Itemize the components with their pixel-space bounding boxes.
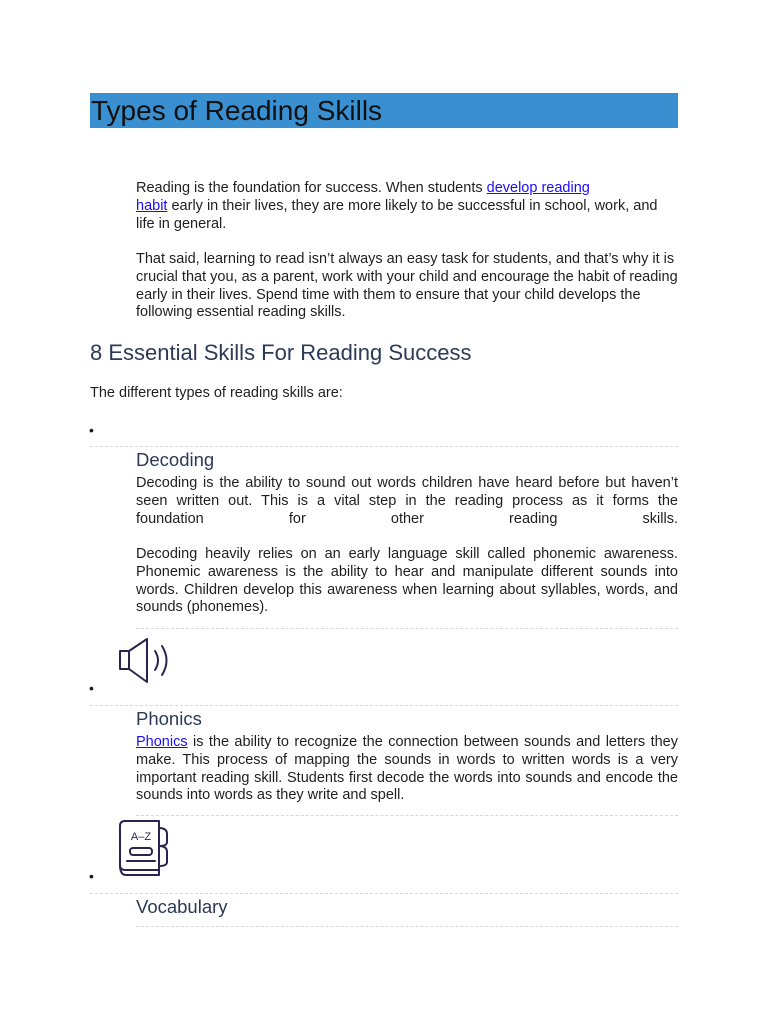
decoding-line-1: Decoding is the ability to sound out words children have heard before but haven’t	[136, 475, 678, 491]
decoding-line-2: seen written out. This is a vital step in the reading process as it forms the	[136, 492, 678, 509]
decoding-line-3: foundation for other reading skills.	[136, 510, 678, 527]
divider	[136, 815, 678, 816]
decoding-paragraph-2: Decoding heavily relies on an early language skill called phonemic awareness. Phonemic awareness is the ability to hear and manipulate different sounds into words. Children develop this awareness when learning about syllables, words, and sounds (phonemes).	[136, 546, 678, 616]
divider	[136, 628, 678, 629]
page-title: Types of Reading Skills	[91, 95, 383, 126]
divider	[90, 705, 678, 706]
section-heading: 8 Essential Skills For Reading Success	[90, 340, 472, 365]
bullet-phonics: •	[89, 680, 94, 696]
phonics-paragraph	[136, 734, 678, 805]
second-paragraph: That said, learning to read isn’t always an easy task for students, and that’s why it is crucial that you, as a parent, work with your child and encourage the habit of reading early in their lives. Spend time with them to ensure that your child develops the following essential reading skills.	[136, 251, 678, 321]
phonics-heading: Phonics	[136, 708, 202, 729]
divider	[90, 446, 678, 447]
link-text-part1: develop reading	[486, 180, 590, 196]
bullet-decoding: •	[89, 422, 94, 438]
intro-text-end: early in their lives, they are more likely to be successful in school, work, and life in general.	[136, 197, 658, 232]
speaker-icon	[117, 636, 173, 686]
intro-text-start: Reading is the foundation for success. When students	[136, 180, 487, 196]
page-title-bar	[90, 93, 678, 128]
link-text-part2: habit	[136, 197, 168, 214]
decoding-paragraph-1	[136, 475, 678, 528]
phonics-link[interactable]: Phonics	[136, 734, 188, 750]
divider	[136, 926, 678, 927]
section-intro: The different types of reading skills are:	[90, 385, 343, 401]
decoding-heading: Decoding	[136, 449, 215, 470]
bullet-vocabulary: •	[89, 868, 94, 884]
vocabulary-heading: Vocabulary	[136, 896, 228, 917]
divider	[90, 893, 678, 894]
phonics-paragraph-text: is the ability to recognize the connection between sounds and letters they make. This process of mapping the sounds in words to written words is a very important reading skill. Students first decode the words into sounds and encode the sounds into words as they write and spell.	[136, 734, 678, 804]
dictionary-icon	[117, 818, 171, 878]
intro-paragraph	[136, 180, 678, 233]
dictionary-icon-label: A–Z	[130, 831, 152, 843]
